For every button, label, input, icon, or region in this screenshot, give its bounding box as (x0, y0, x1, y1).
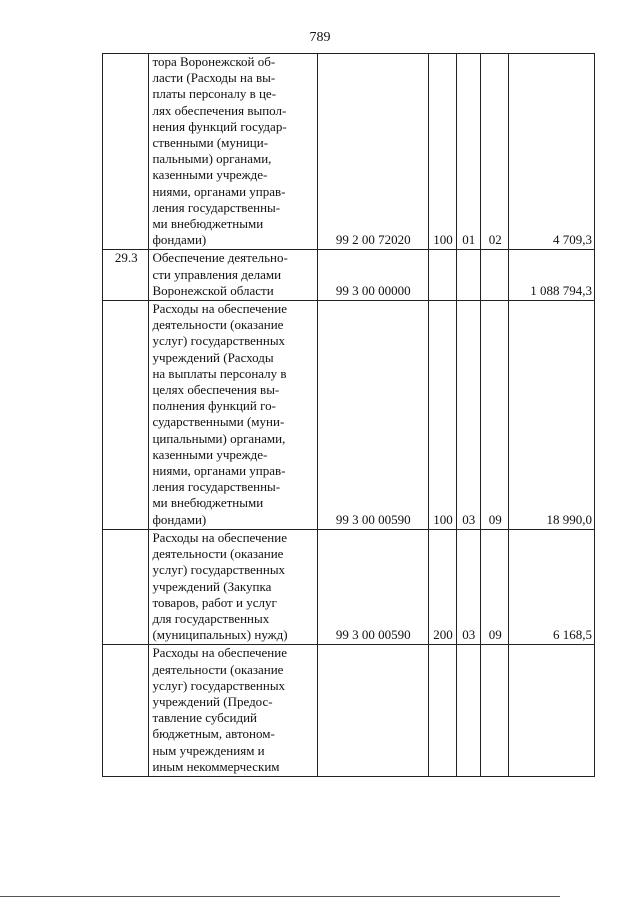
section-cell (456, 645, 480, 777)
subsection-cell (480, 645, 509, 777)
expense-name-line: казенными учрежде- (152, 167, 268, 183)
amount-cell (509, 645, 595, 777)
expense-name-line: услуг) государственных (152, 562, 286, 578)
expense-name-line: лях обеспечения выпол- (152, 102, 287, 118)
table-row (103, 645, 595, 777)
expense-name-line: ственными (муници- (152, 135, 269, 151)
target-article-code-cell: 99 3 00 00590 (318, 301, 429, 530)
section-cell: 03 (456, 529, 480, 644)
expense-name-line: иным некоммерческим (152, 758, 280, 774)
expense-name-cell (149, 529, 318, 644)
expense-group-cell: 100 (429, 54, 456, 250)
expense-name (152, 54, 315, 248)
table-row (103, 250, 595, 301)
expense-name-line: ления государственны- (152, 479, 281, 495)
expense-name-line: Воронежской области (152, 282, 274, 298)
table-row (103, 301, 595, 530)
row-number-cell (103, 301, 149, 530)
expense-group-cell (429, 645, 456, 777)
amount-cell: 6 168,5 (509, 529, 595, 644)
expense-name-line: сти управления делами (152, 266, 282, 282)
subsection-cell (480, 250, 509, 301)
expense-name-line: деятельности (оказание (152, 317, 284, 333)
expense-name-line: ми внебюджетными (152, 495, 264, 511)
expense-name-line: Расходы на обеспечение (152, 301, 287, 317)
expense-name-line: сударственными (муни- (152, 414, 285, 430)
expense-name-line: нения функций государ- (152, 118, 287, 134)
expense-name-line: ным учреждениям и (152, 742, 265, 758)
expense-name-line: фондами) (152, 232, 207, 248)
expense-name-line: Обеспечение деятельно- (152, 250, 288, 266)
row-number-cell (103, 645, 149, 777)
target-article-code-cell: 99 3 00 00000 (318, 250, 429, 301)
expense-name-line: целях обеспечения вы- (152, 382, 280, 398)
expense-name-line: ниями, органами управ- (152, 463, 286, 479)
target-article-code-cell (318, 645, 429, 777)
expense-name-line: услуг) государственных (152, 333, 286, 349)
expense-name-line: фондами) (152, 511, 207, 527)
expense-name-line: для государственных (152, 610, 270, 626)
expense-name-line: учреждений (Закупка (152, 578, 272, 594)
subsection-cell: 02 (480, 54, 509, 250)
expense-name-line: Расходы на обеспечение (152, 645, 287, 661)
amount-cell: 4 709,3 (509, 54, 595, 250)
expense-name-line: ласти (Расходы на вы- (152, 70, 276, 86)
expense-name-line: ниями, органами управ- (152, 183, 286, 199)
subsection-cell: 09 (480, 529, 509, 644)
expense-name-line: полнения функций го- (152, 398, 276, 414)
expense-name-line: платы персоналу в це- (152, 86, 277, 102)
footer-divider (0, 896, 560, 897)
table-row (103, 529, 595, 644)
target-article-code-cell: 99 3 00 00590 (318, 529, 429, 644)
expense-name-cell (149, 54, 318, 250)
expense-name (152, 250, 315, 299)
expense-name-line: тавление субсидий (152, 710, 258, 726)
expense-name-line: услуг) государственных (152, 677, 286, 693)
expense-name-line: (муниципальных) нужд) (152, 627, 288, 643)
expense-name-line: ципальными) органами, (152, 430, 286, 446)
subsection-cell: 09 (480, 301, 509, 530)
expense-name (152, 530, 315, 643)
table-row (103, 54, 595, 250)
expense-name-line: бюджетным, автоном- (152, 726, 275, 742)
table-body (103, 54, 595, 777)
expense-name-line: учреждений (Расходы (152, 349, 274, 365)
page-number: 789 (309, 30, 331, 45)
row-number-cell: 29.3 (103, 250, 149, 301)
target-article-code-cell: 99 2 00 72020 (318, 54, 429, 250)
expense-name-line: товаров, работ и услуг (152, 594, 277, 610)
expense-name-cell (149, 250, 318, 301)
expense-group-cell (429, 250, 456, 301)
expense-name-line: деятельности (оказание (152, 661, 284, 677)
expense-name-line: учреждений (Предос- (152, 693, 273, 709)
row-number-cell (103, 529, 149, 644)
expense-name-line: казенными учрежде- (152, 446, 268, 462)
expense-group-cell: 100 (429, 301, 456, 530)
section-cell (456, 250, 480, 301)
amount-cell: 18 990,0 (509, 301, 595, 530)
section-cell: 01 (456, 54, 480, 250)
expense-name-cell (149, 301, 318, 530)
expense-name (152, 645, 315, 775)
expense-name (152, 301, 315, 528)
expense-name-line: Расходы на обеспечение (152, 529, 287, 545)
expense-group-cell: 200 (429, 529, 456, 644)
expense-name-line: деятельности (оказание (152, 546, 284, 562)
section-cell: 03 (456, 301, 480, 530)
expense-name-line: тора Воронежской об- (152, 54, 276, 69)
expense-name-line: ления государственны- (152, 199, 281, 215)
expense-name-line: на выплаты персоналу в (152, 365, 287, 381)
budget-table (102, 53, 595, 777)
row-number-cell (103, 54, 149, 250)
amount-cell: 1 088 794,3 (509, 250, 595, 301)
expense-name-cell (149, 645, 318, 777)
expense-name-line: пальными) органами, (152, 151, 272, 167)
expense-name-line: ми внебюджетными (152, 216, 264, 232)
